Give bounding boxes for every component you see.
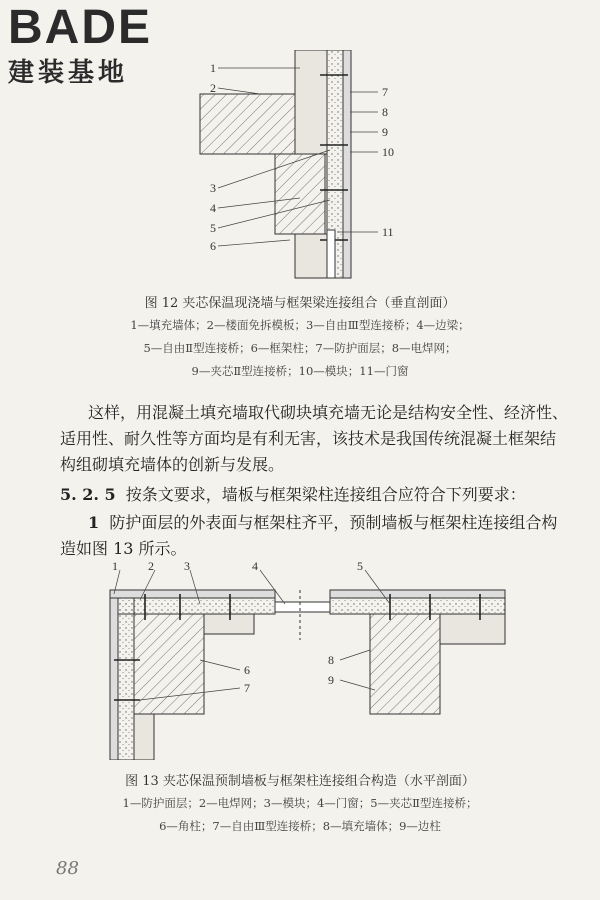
page-number: 88 [56, 858, 79, 879]
fig12-label-5: 5 [210, 221, 216, 235]
fig13-label-8: 8 [328, 653, 334, 667]
fig13-label-9: 9 [328, 673, 334, 687]
figure13-drawing [100, 560, 520, 760]
figure12-caption: 图 12 夹芯保温现浇墙与框架梁连接组合（垂直剖面） [144, 296, 456, 311]
figure12-legend [0, 314, 600, 383]
fig12-label-4: 4 [210, 201, 216, 215]
item-text: 防护面层的外表面与框架柱齐平，预制墙板与框架柱连接组合构造如图 13 所示。 [60, 513, 558, 558]
fig13-label-1: 1 [112, 560, 118, 573]
figure12-legend-line: 1—填充墙体；2—楼面免拆模板；3—自由Ⅲ型连接桥；4—边梁； [130, 318, 470, 332]
fig13-label-4: 4 [252, 560, 258, 573]
fig12-label-1: 1 [210, 61, 216, 75]
fig13-label-7: 7 [244, 681, 250, 695]
fig12-label-10: 10 [382, 145, 394, 159]
fig12-label-2: 2 [210, 81, 216, 95]
logo-subtitle: 建装基地 [8, 58, 129, 88]
section-number: 5. 2. 5 [60, 485, 116, 504]
fig13-label-2: 2 [148, 560, 154, 573]
fig13-label-6: 6 [244, 663, 250, 677]
figure13-legend-line: 6—角柱；7—自由Ⅲ型连接桥；8—填充墙体；9—边柱 [159, 819, 441, 833]
fig12-label-7: 7 [382, 85, 388, 99]
fig12-label-11: 11 [382, 225, 394, 239]
section-text: 按条文要求，墙板与框架梁柱连接组合应符合下列要求： [125, 485, 526, 504]
figure12-legend-line: 5—自由Ⅱ型连接桥；6—框架柱；7—防护面层；8—电焊网； [143, 341, 457, 355]
figure13-caption: 图 13 夹芯保温预制墙板与框架柱连接组合构造（水平剖面） [125, 774, 475, 789]
logo-brand: BADE [8, 1, 153, 54]
fig13-label-5: 5 [357, 560, 363, 573]
figure12-drawing [180, 50, 420, 280]
item-number: 1 [88, 513, 100, 532]
bade-logo [8, 2, 178, 89]
fig12-label-3: 3 [210, 181, 216, 195]
figure12-legend-line: 9—夹芯Ⅱ型连接桥；10—模块；11—门窗 [191, 364, 409, 378]
fig12-label-9: 9 [382, 125, 388, 139]
figure13-legend-line: 1—防护面层；2—电焊网；3—模块；4—门窗；5—夹芯Ⅱ型连接桥； [122, 796, 478, 810]
fig13-label-3: 3 [184, 560, 190, 573]
fig12-label-6: 6 [210, 239, 216, 253]
section-5-2-5 [60, 482, 570, 508]
figure13-legend [0, 792, 600, 838]
item-1 [60, 510, 570, 562]
paragraph-1: 这样，用混凝土填充墙取代砌块填充墙无论是结构安全性、经济性、适用性、耐久性等方面均是有利无害，该技术是我国传统混凝土框架结构组砌填充墙体的创新与发展。 [60, 403, 569, 474]
fig12-label-8: 8 [382, 105, 388, 119]
